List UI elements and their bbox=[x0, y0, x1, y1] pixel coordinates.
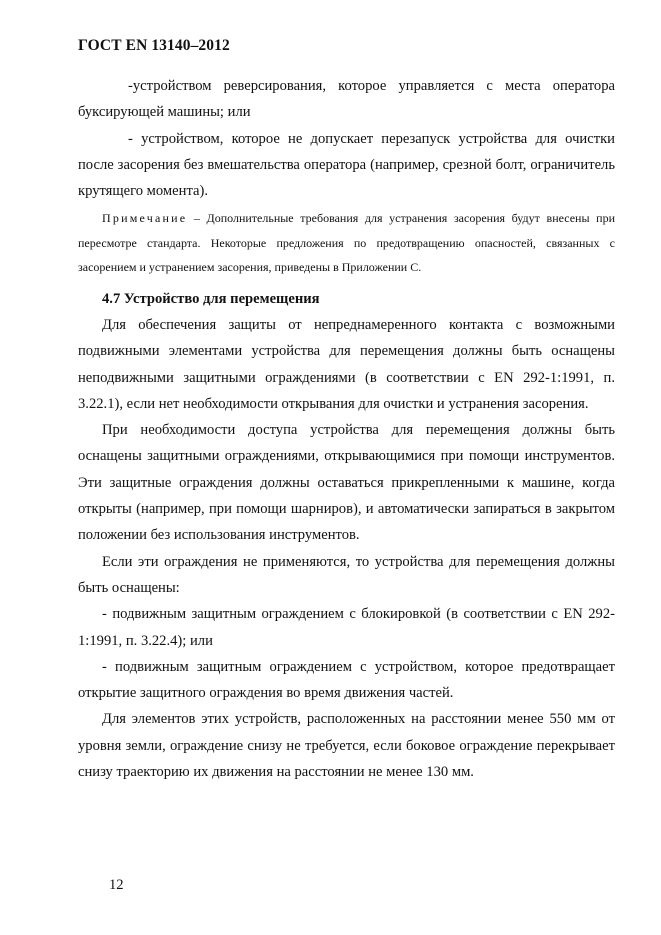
note-text: – Дополнительные требования для устранения засорения будут внесены при пересмотре стандарта. Некоторые предложения по предотвращению опасностей, связанных с засорением и устранением засорения, приведены в Приложении С. bbox=[78, 211, 615, 275]
note-label: Примечание bbox=[102, 211, 188, 226]
section-heading: 4.7 Устройство для перемещения bbox=[102, 290, 320, 307]
paragraph-fixed-guards: Для обеспечения защиты от непреднамеренного контакта с возможными подвижными элементами устройства для перемещения должны быть оснащены неподвижными защитными ограждениями (в соответствии с EN 292-1:1991, п. 3.22.1), если нет необходимости открывания для очистки и устранения засорения. bbox=[78, 317, 615, 412]
list-item-locking-guard: - подвижным защитным ограждением с устройством, которое предотвращает открытие защитного ограждения во время движения частей. bbox=[78, 658, 615, 702]
note bbox=[78, 206, 615, 279]
document-header: ГОСТ EN 13140–2012 bbox=[78, 37, 230, 54]
paragraph-ground-clearance: Для элементов этих устройств, расположенных на расстоянии менее 550 мм от уровня земли, ограждение снизу не требуется, если боковое ограждение перекрывает снизу траекторию их движения на расстоянии не менее 130 мм. bbox=[78, 711, 615, 781]
list-item-interlocked-guard: - подвижным защитным ограждением с блокировкой (в соответствии с EN 292-1:1991, п. 3.22.4); или bbox=[78, 606, 615, 649]
paragraph-alternative-guards: Если эти ограждения не применяются, то устройства для перемещения должны быть оснащены: bbox=[78, 553, 615, 596]
paragraph-tool-opened-guards: При необходимости доступа устройства для перемещения должны быть оснащены защитными ограждениями, открывающимися при помощи инструментов. Эти защитные ограждения должны оставаться прикрепленными к машине, когда открыты (например, при помощи шарниров), и автоматически запираться в закрытом положении без использования инструментов. bbox=[78, 422, 615, 544]
paragraph-restart-prevention: - устройством, которое не допускает перезапуск устройства для очистки после засорения без вмешательства оператора (например, срезной болт, ограничитель крутящего момента). bbox=[78, 130, 615, 200]
paragraph-reversing-device: -устройством реверсирования, которое управляется с места оператора буксирующей машины; или bbox=[78, 78, 615, 121]
page-number: 12 bbox=[109, 877, 124, 893]
document-body bbox=[78, 73, 615, 785]
